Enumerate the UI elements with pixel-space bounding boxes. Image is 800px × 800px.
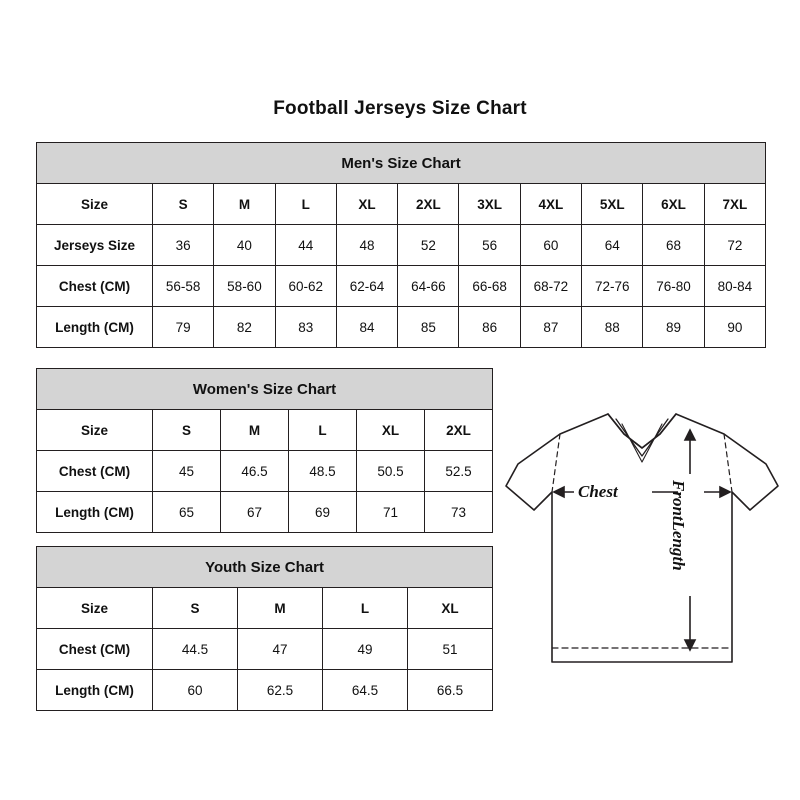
table-cell: 56-58 xyxy=(153,266,214,307)
table-cell: 71 xyxy=(357,492,425,533)
table-cell: 87 xyxy=(520,307,581,348)
table-cell: 85 xyxy=(398,307,459,348)
table-cell: 36 xyxy=(153,225,214,266)
table-cell: 64-66 xyxy=(398,266,459,307)
table-row xyxy=(37,225,766,266)
table-cell: 66-68 xyxy=(459,266,520,307)
table-cell: 69 xyxy=(289,492,357,533)
table-cell: 68-72 xyxy=(520,266,581,307)
table-cell: 47 xyxy=(238,629,323,670)
table-cell: 44.5 xyxy=(153,629,238,670)
jersey-measurement-diagram xyxy=(500,400,785,690)
table-cell: 64.5 xyxy=(323,670,408,711)
table-row xyxy=(37,629,493,670)
table-section-heading-row xyxy=(37,143,766,184)
table-header-row xyxy=(37,184,766,225)
table-header-row xyxy=(37,588,493,629)
mens-row-label-chest: Chest (CM) xyxy=(37,266,153,307)
table-row xyxy=(37,266,766,307)
womens-col-l: L xyxy=(289,410,357,451)
mens-col-3xl: 3XL xyxy=(459,184,520,225)
table-row xyxy=(37,670,493,711)
womens-size-table xyxy=(36,368,493,533)
mens-col-s: S xyxy=(153,184,214,225)
womens-col-2xl: 2XL xyxy=(425,410,493,451)
youth-size-table xyxy=(36,546,493,711)
table-cell: 89 xyxy=(643,307,704,348)
womens-row-label-header: Size xyxy=(37,410,153,451)
table-cell: 62-64 xyxy=(336,266,397,307)
youth-col-l: L xyxy=(323,588,408,629)
table-cell: 73 xyxy=(425,492,493,533)
table-cell: 52 xyxy=(398,225,459,266)
table-section-heading-row xyxy=(37,369,493,410)
table-cell: 46.5 xyxy=(221,451,289,492)
mens-col-4xl: 4XL xyxy=(520,184,581,225)
mens-section-heading: Men's Size Chart xyxy=(37,143,766,184)
table-cell: 72-76 xyxy=(582,266,643,307)
womens-col-s: S xyxy=(153,410,221,451)
front-length-measurement-label: FrontLength xyxy=(669,480,688,571)
youth-size-chart xyxy=(36,546,492,711)
table-cell: 45 xyxy=(153,451,221,492)
table-cell: 86 xyxy=(459,307,520,348)
youth-col-m: M xyxy=(238,588,323,629)
mens-col-m: M xyxy=(214,184,275,225)
table-cell: 50.5 xyxy=(357,451,425,492)
table-cell: 65 xyxy=(153,492,221,533)
womens-col-m: M xyxy=(221,410,289,451)
jersey-shirt-icon xyxy=(500,400,785,690)
table-row xyxy=(37,307,766,348)
table-cell: 58-60 xyxy=(214,266,275,307)
table-cell: 80-84 xyxy=(704,266,765,307)
table-row xyxy=(37,492,493,533)
table-cell: 40 xyxy=(214,225,275,266)
table-cell: 66.5 xyxy=(408,670,493,711)
womens-size-chart xyxy=(36,368,492,533)
youth-col-xl: XL xyxy=(408,588,493,629)
table-cell: 68 xyxy=(643,225,704,266)
table-cell: 51 xyxy=(408,629,493,670)
mens-col-2xl: 2XL xyxy=(398,184,459,225)
table-cell: 44 xyxy=(275,225,336,266)
womens-row-label-length: Length (CM) xyxy=(37,492,153,533)
table-header-row xyxy=(37,410,493,451)
table-cell: 48 xyxy=(336,225,397,266)
youth-row-label-header: Size xyxy=(37,588,153,629)
table-cell: 76-80 xyxy=(643,266,704,307)
table-cell: 49 xyxy=(323,629,408,670)
youth-row-label-length: Length (CM) xyxy=(37,670,153,711)
womens-section-heading: Women's Size Chart xyxy=(37,369,493,410)
mens-size-table xyxy=(36,142,766,348)
mens-row-label-length: Length (CM) xyxy=(37,307,153,348)
table-cell: 60 xyxy=(153,670,238,711)
womens-row-label-chest: Chest (CM) xyxy=(37,451,153,492)
mens-col-6xl: 6XL xyxy=(643,184,704,225)
table-section-heading-row xyxy=(37,547,493,588)
table-cell: 60-62 xyxy=(275,266,336,307)
table-row xyxy=(37,451,493,492)
womens-col-xl: XL xyxy=(357,410,425,451)
mens-row-label-jerseys-size: Jerseys Size xyxy=(37,225,153,266)
table-cell: 62.5 xyxy=(238,670,323,711)
mens-col-5xl: 5XL xyxy=(582,184,643,225)
table-cell: 82 xyxy=(214,307,275,348)
table-cell: 64 xyxy=(582,225,643,266)
mens-size-chart xyxy=(36,142,764,348)
table-cell: 84 xyxy=(336,307,397,348)
table-cell: 52.5 xyxy=(425,451,493,492)
chest-measurement-label: Chest xyxy=(578,482,618,501)
mens-row-label-header: Size xyxy=(37,184,153,225)
table-cell: 90 xyxy=(704,307,765,348)
table-cell: 56 xyxy=(459,225,520,266)
youth-col-s: S xyxy=(153,588,238,629)
page-title: Football Jerseys Size Chart xyxy=(273,98,527,119)
table-cell: 60 xyxy=(520,225,581,266)
mens-col-7xl: 7XL xyxy=(704,184,765,225)
table-cell: 72 xyxy=(704,225,765,266)
mens-col-l: L xyxy=(275,184,336,225)
table-cell: 48.5 xyxy=(289,451,357,492)
mens-col-xl: XL xyxy=(336,184,397,225)
table-cell: 67 xyxy=(221,492,289,533)
table-cell: 88 xyxy=(582,307,643,348)
youth-row-label-chest: Chest (CM) xyxy=(37,629,153,670)
table-cell: 83 xyxy=(275,307,336,348)
table-cell: 79 xyxy=(153,307,214,348)
youth-section-heading: Youth Size Chart xyxy=(37,547,493,588)
